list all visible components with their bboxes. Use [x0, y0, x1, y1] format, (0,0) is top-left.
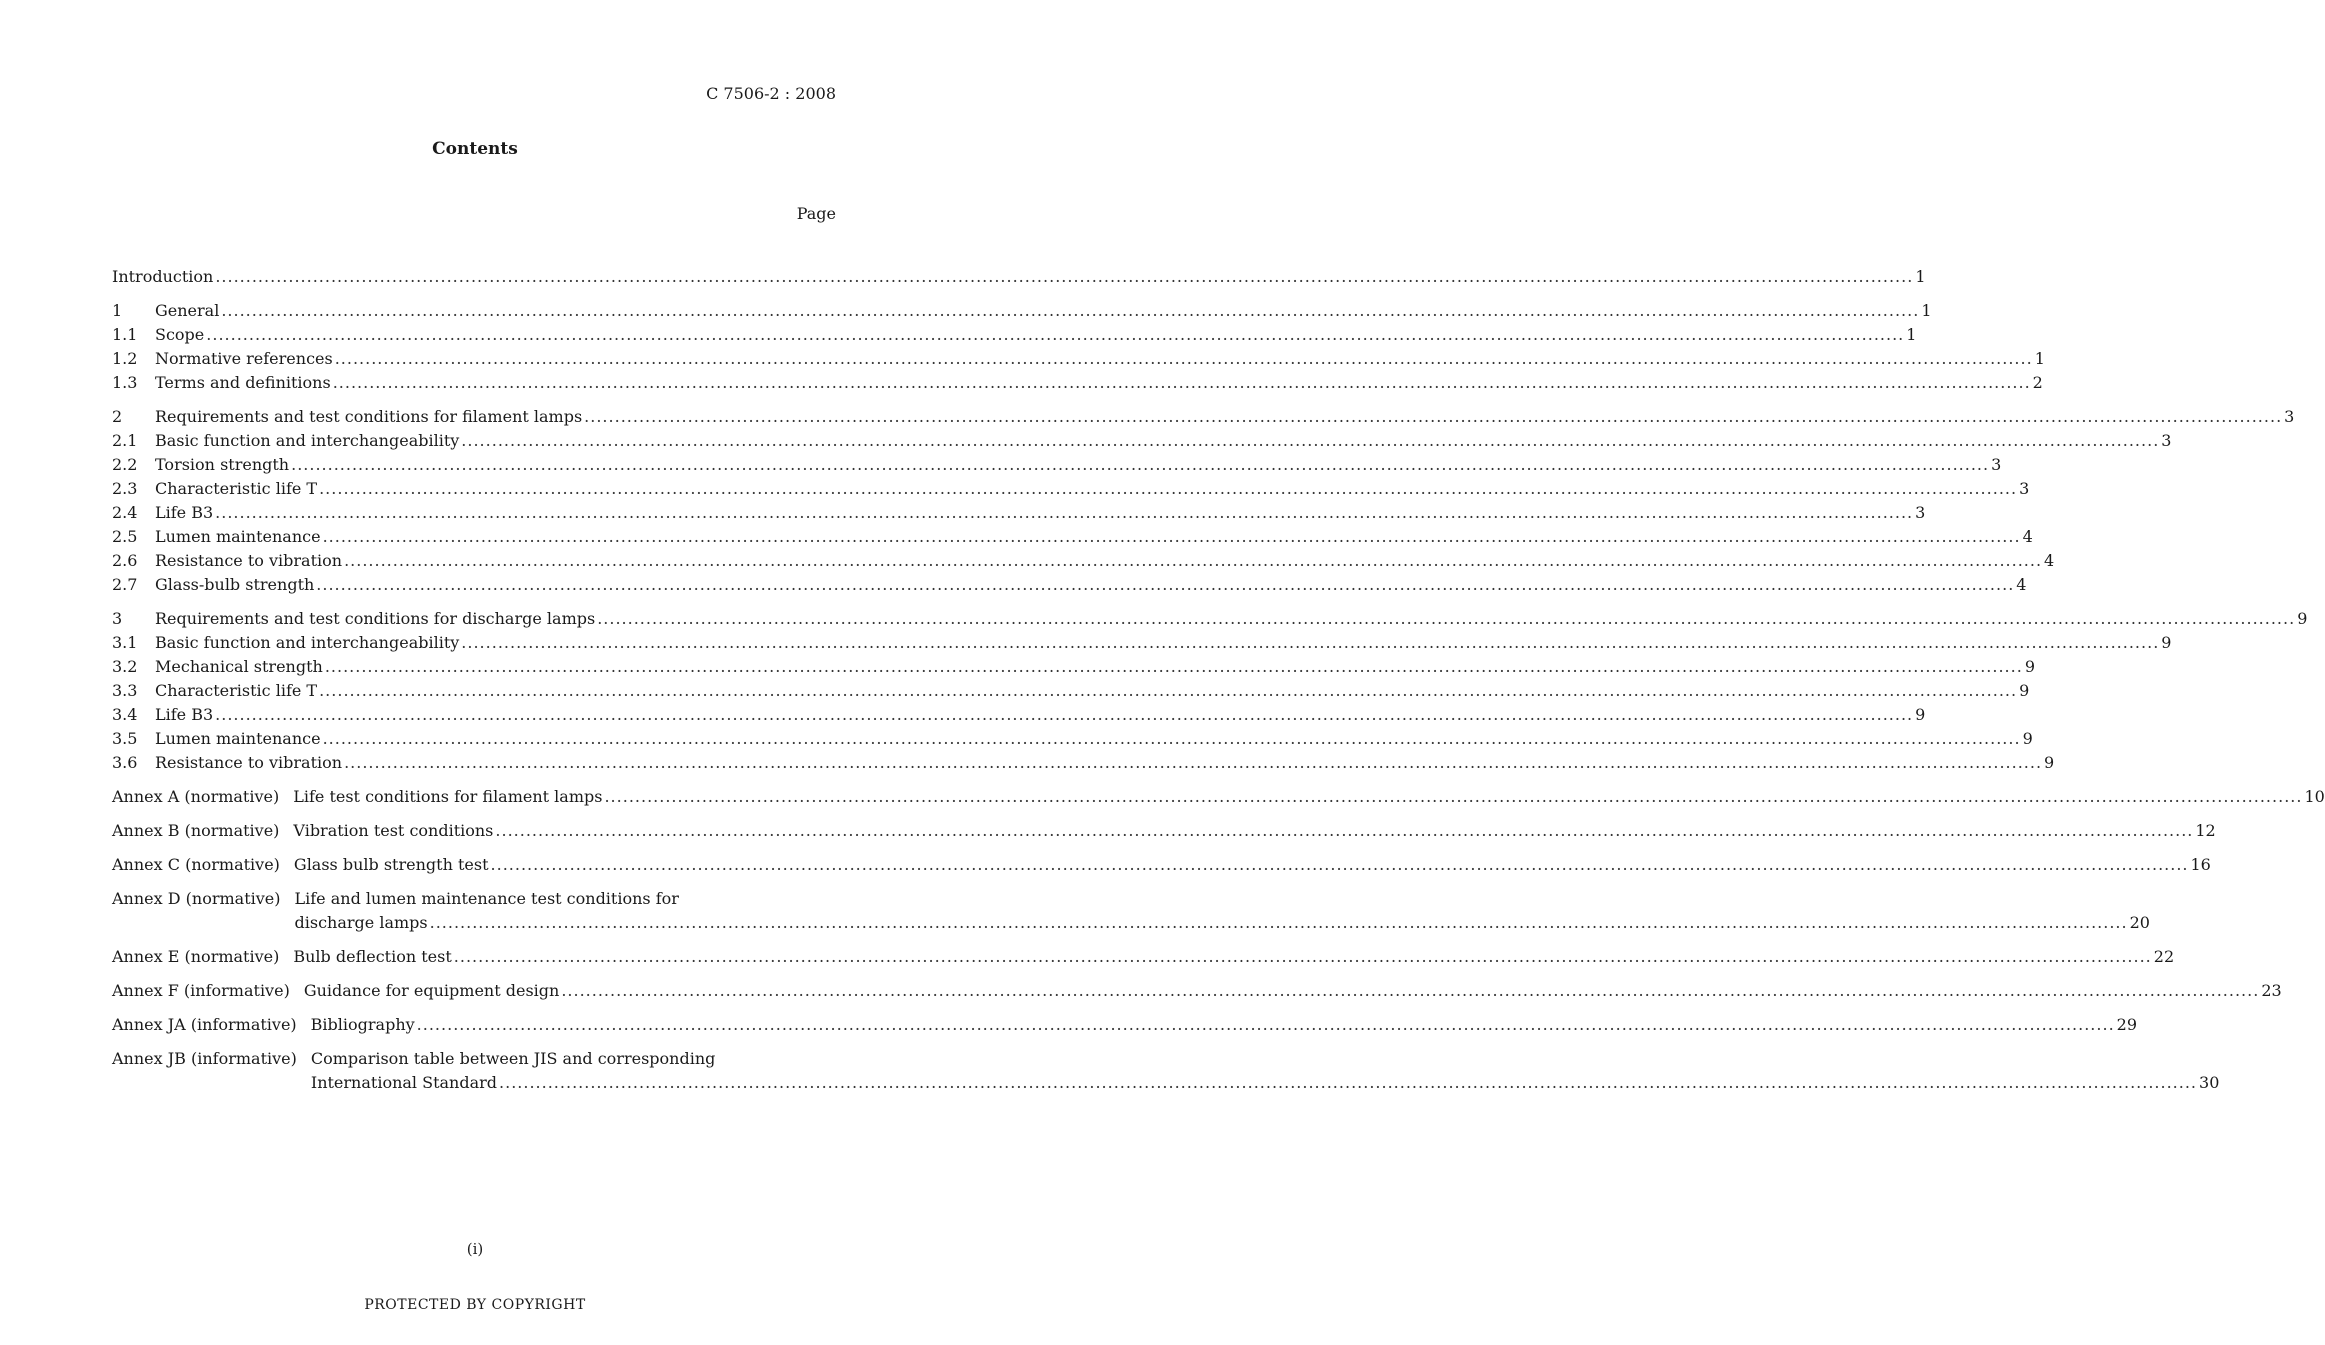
- annex-label: Annex B (normative): [112, 821, 280, 840]
- dot-leader: [221, 299, 1919, 323]
- annex-label: Annex F (informative): [112, 981, 290, 1000]
- toc-entry[interactable]: [112, 703, 1926, 727]
- toc-entry-title: Lumen maintenance: [155, 527, 321, 546]
- toc-entry-page: 3: [2019, 479, 2030, 498]
- section-number: 1.3: [112, 373, 138, 392]
- dot-leader: [206, 323, 1904, 347]
- toc-annex-entry[interactable]: [112, 1047, 2220, 1095]
- dot-leader: [417, 1013, 2115, 1037]
- section-number: 3.4: [112, 705, 138, 724]
- toc-entry-title: Guidance for equipment design: [303, 981, 560, 1000]
- section-number: 1.2: [112, 349, 138, 368]
- copyright-notice: PROTECTED BY COPYRIGHT: [364, 1297, 586, 1313]
- toc-annex-entry[interactable]: [112, 819, 2216, 843]
- toc-entry-title: Glass bulb strength test: [293, 855, 489, 874]
- dot-leader: [584, 405, 2282, 429]
- dot-leader: [316, 573, 2014, 597]
- section-number: 3.5: [112, 729, 138, 748]
- annex-label: Annex D (normative): [112, 889, 281, 908]
- toc-entry[interactable]: [112, 477, 2030, 501]
- section-number: 3.1: [112, 633, 138, 652]
- section-number: 2.4: [112, 503, 138, 522]
- annex-label: Annex JA (informative): [112, 1015, 297, 1034]
- toc-entry-title: Life and lumen maintenance test conditions for: [294, 889, 679, 908]
- toc-entry-title: Comparison table between JIS and corresponding: [310, 1049, 716, 1068]
- toc-entry[interactable]: [112, 299, 1932, 323]
- section-number: 2.7: [112, 575, 138, 594]
- section-number: 3.3: [112, 681, 138, 700]
- dot-leader: [335, 347, 2033, 371]
- dot-leader: [561, 979, 2259, 1003]
- toc-entry-page: 4: [2016, 575, 2027, 594]
- toc-entry-page: 12: [2195, 821, 2216, 840]
- page-column-header: Page: [796, 204, 836, 223]
- toc-entry-page: 9: [2022, 729, 2033, 748]
- annex-label: Annex E (normative): [112, 947, 280, 966]
- toc-entry-page: 9: [2297, 609, 2308, 628]
- dot-leader: [344, 751, 2042, 775]
- dot-leader: [215, 703, 1913, 727]
- toc-entry-title: Basic function and interchangeability: [155, 431, 460, 450]
- toc-entry[interactable]: [112, 655, 2035, 679]
- toc-entry-title: Bibliography: [310, 1015, 415, 1034]
- annex-label: Annex A (normative): [112, 787, 280, 806]
- toc-entry-page: 10: [2304, 787, 2325, 806]
- toc-entry[interactable]: [112, 607, 2308, 631]
- toc-entry[interactable]: [112, 501, 1926, 525]
- toc-entry-title: Resistance to vibration: [155, 551, 343, 570]
- section-number: 1.1: [112, 325, 138, 344]
- toc-entry-page: 1: [1921, 301, 1932, 320]
- toc-entry[interactable]: [112, 679, 2030, 703]
- toc-entry-page: 1: [1906, 325, 1917, 344]
- toc-entry-title: General: [155, 301, 220, 320]
- toc-entry-title: Characteristic life T: [155, 681, 318, 700]
- toc-entry-title: Resistance to vibration: [155, 753, 343, 772]
- dot-leader: [333, 371, 2031, 395]
- dot-leader: [319, 679, 2017, 703]
- dot-leader: [491, 853, 2189, 877]
- toc-annex-entry[interactable]: [112, 785, 2325, 809]
- toc-entry-page: 2: [2032, 373, 2043, 392]
- toc-entry[interactable]: [112, 453, 2002, 477]
- dot-leader: [344, 549, 2042, 573]
- toc-entry-page: 22: [2153, 947, 2175, 966]
- dot-leader: [325, 655, 2023, 679]
- dot-leader: [604, 785, 2302, 809]
- toc-entry-page: 16: [2190, 855, 2211, 874]
- page-number: (i): [466, 1240, 484, 1258]
- annex-label: Annex C (normative): [112, 855, 280, 874]
- toc-entry[interactable]: [112, 525, 2033, 549]
- dot-leader: [597, 607, 2295, 631]
- toc-annex-entry[interactable]: [112, 1013, 2138, 1037]
- toc-entry-title: Bulb deflection test: [293, 947, 452, 966]
- dot-leader: [430, 911, 2128, 935]
- toc-entry-title: Introduction: [112, 267, 214, 286]
- toc-entry-page: 23: [2261, 981, 2282, 1000]
- dot-leader: [454, 945, 2152, 969]
- toc-entry-page: 3: [1991, 455, 2002, 474]
- toc-entry[interactable]: [112, 347, 2045, 371]
- toc-entry-page: 30: [2199, 1073, 2220, 1092]
- toc-entry-title: Torsion strength: [155, 455, 290, 474]
- toc-entry-title-continued: International Standard: [310, 1073, 498, 1092]
- section-number: 1: [112, 301, 123, 320]
- toc-entry[interactable]: [112, 405, 2295, 429]
- section-number: 2.1: [112, 431, 138, 450]
- dot-leader: [319, 477, 2017, 501]
- section-number: 2.2: [112, 455, 138, 474]
- toc-annex-entry[interactable]: [112, 979, 2282, 1003]
- toc-entry-page: 29: [2116, 1015, 2138, 1034]
- toc-entry-page: 9: [1915, 705, 1926, 724]
- toc-entry[interactable]: [112, 549, 2055, 573]
- dot-leader: [323, 525, 2021, 549]
- toc-entry[interactable]: [112, 573, 2027, 597]
- toc-entry-title: Terms and definitions: [155, 373, 331, 392]
- section-number: 2.5: [112, 527, 138, 546]
- toc-entry-title-continued: discharge lamps: [294, 913, 428, 932]
- toc-entry-title: Requirements and test conditions for discharge lamps: [155, 609, 596, 628]
- dot-leader: [461, 429, 2159, 453]
- toc-entry-introduction[interactable]: [112, 265, 1926, 289]
- table-of-contents: [112, 265, 2325, 1095]
- toc-entry-title: Vibration test conditions: [293, 821, 494, 840]
- toc-entry-title: Scope: [155, 325, 205, 344]
- toc-entry[interactable]: [112, 751, 2055, 775]
- toc-entry-page: 9: [2044, 753, 2055, 772]
- toc-entry-page: 1: [1915, 267, 1926, 286]
- annex-label: Annex JB (informative): [112, 1049, 297, 1068]
- toc-entry-page: 3: [2284, 407, 2295, 426]
- toc-entry-title: Normative references: [155, 349, 333, 368]
- toc-entry-title: Life B3: [155, 705, 214, 724]
- toc-entry-title: Glass-bulb strength: [155, 575, 315, 594]
- toc-entry-title: Requirements and test conditions for filament lamps: [155, 407, 583, 426]
- toc-entry-page: 4: [2044, 551, 2055, 570]
- section-number: 2.3: [112, 479, 138, 498]
- toc-entry-title: Life B3: [155, 503, 214, 522]
- toc-entry[interactable]: [112, 631, 2172, 655]
- section-number: 2.6: [112, 551, 138, 570]
- section-number: 3.6: [112, 753, 138, 772]
- toc-entry-page: 1: [2034, 349, 2045, 368]
- dot-leader: [495, 819, 2193, 843]
- toc-entry-title: Basic function and interchangeability: [155, 633, 460, 652]
- dot-leader: [323, 727, 2021, 751]
- section-number: 2: [112, 407, 123, 426]
- dot-leader: [215, 501, 1913, 525]
- toc-annex-entry[interactable]: [112, 853, 2211, 877]
- toc-entry-title: Mechanical strength: [155, 657, 323, 676]
- toc-entry-page: 9: [2024, 657, 2035, 676]
- toc-entry-page: 3: [2161, 431, 2172, 450]
- toc-entry-title: Characteristic life T: [155, 479, 318, 498]
- dot-leader: [215, 265, 1913, 289]
- toc-entry-page: 9: [2161, 633, 2172, 652]
- toc-entry-title: Lumen maintenance: [155, 729, 321, 748]
- toc-annex-entry[interactable]: [112, 887, 2150, 935]
- section-number: 3: [112, 609, 123, 628]
- dot-leader: [461, 631, 2159, 655]
- document-id: C 7506-2 : 2008: [706, 84, 836, 103]
- toc-annex-entry[interactable]: [112, 945, 2175, 969]
- toc-entry-title: Life test conditions for filament lamps: [293, 787, 603, 806]
- toc-entry-page: 4: [2022, 527, 2033, 546]
- toc-entry[interactable]: [112, 727, 2033, 751]
- dot-leader: [291, 453, 1989, 477]
- dot-leader: [499, 1071, 2197, 1095]
- page-title: Contents: [432, 139, 518, 159]
- toc-entry[interactable]: [112, 323, 1917, 347]
- toc-entry-page: 3: [1915, 503, 1926, 522]
- toc-entry-page: 9: [2019, 681, 2030, 700]
- toc-entry[interactable]: [112, 429, 2172, 453]
- toc-entry[interactable]: [112, 371, 2043, 395]
- section-number: 3.2: [112, 657, 138, 676]
- toc-entry-page: 20: [2129, 913, 2150, 932]
